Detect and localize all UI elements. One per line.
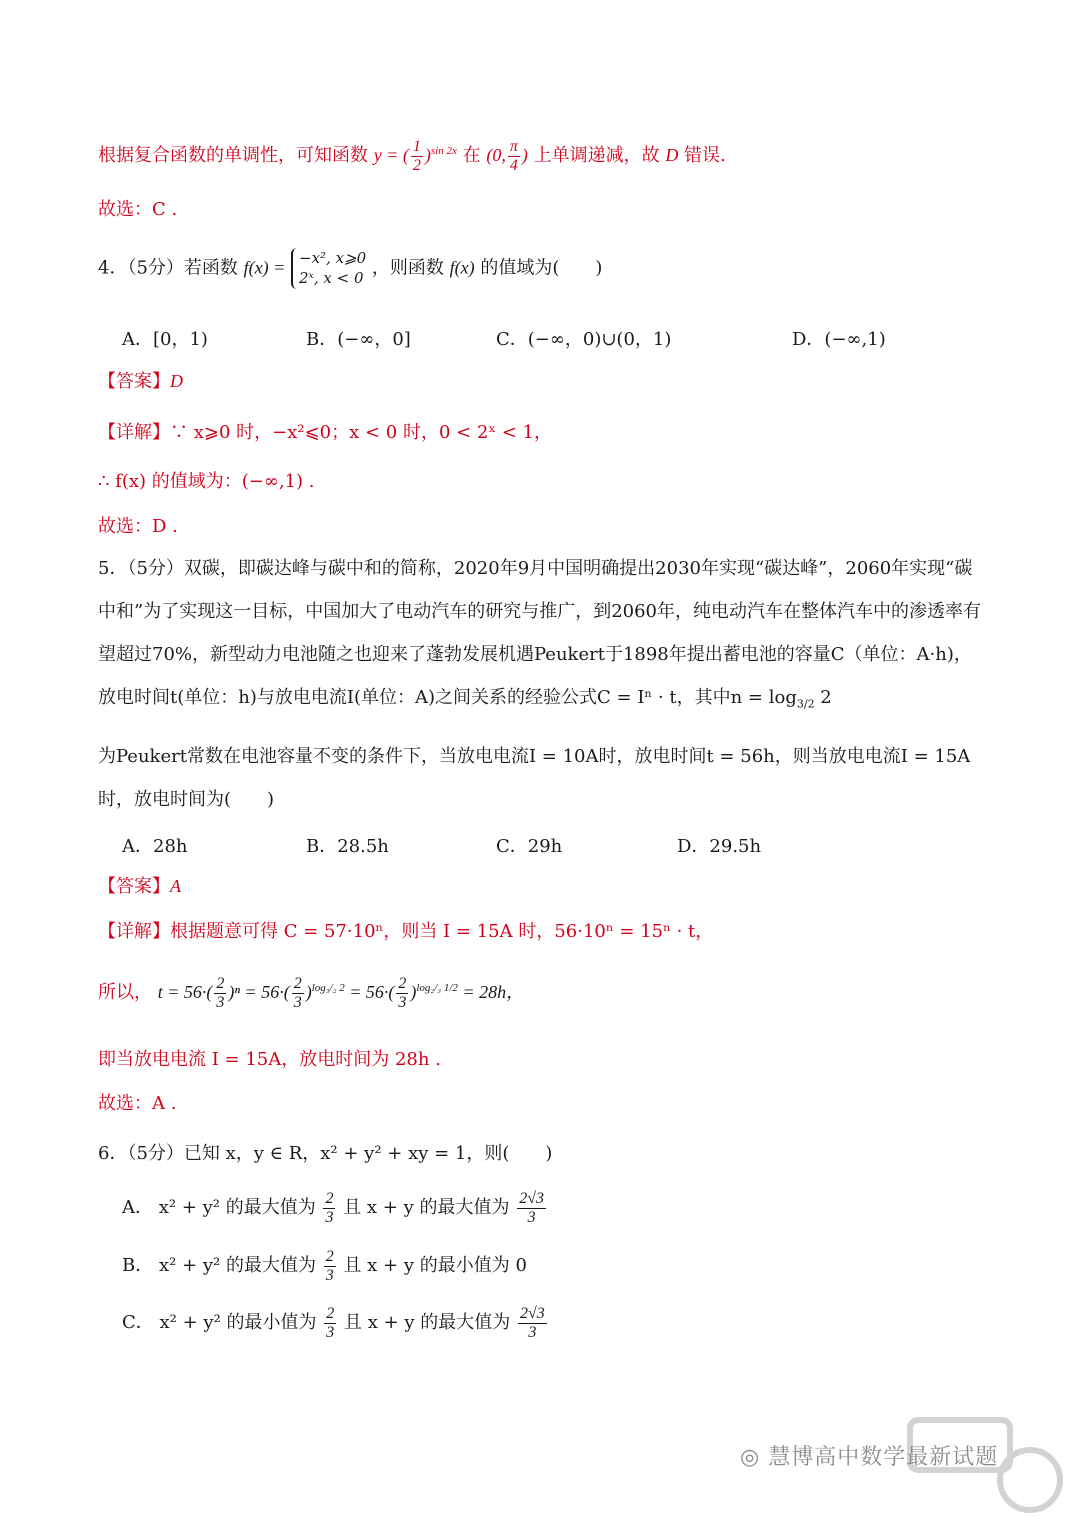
q3-half-frac [411, 138, 423, 174]
q3-text4: 错误. [684, 145, 726, 167]
option-text-b: 且 x + y 的最大值为 [343, 1312, 511, 1334]
frac-den: 3 [527, 1208, 536, 1226]
detail-lead: 所以， [98, 982, 152, 1004]
frac-den: 3 [325, 1266, 334, 1284]
q4-fx2: f(x) [449, 257, 475, 278]
frac-den: 3 [398, 993, 407, 1011]
q6-option-b [122, 1248, 527, 1284]
watermark-label: 慧博高中数学最新试题 [768, 1445, 999, 1470]
q3-choice: 故选：C . [98, 199, 178, 220]
q4-detail-2: ∴ f(x) 的值域为：(−∞,1) . [98, 471, 315, 492]
detail-tag: 【详解】 [98, 422, 170, 443]
q4-detail-1 [98, 419, 552, 446]
q3-pi-frac [508, 138, 520, 174]
option-label: B． [122, 1255, 154, 1277]
q5-detail-3: 即当放电电流 I = 15A，放电时间为 28h . [98, 1049, 441, 1070]
q4-stem [98, 248, 602, 289]
frac-den: 2 [412, 156, 421, 174]
calc-frac-1 [214, 975, 226, 1011]
option-frac-2 [518, 1305, 547, 1341]
q3-exp: sin 2x [430, 145, 457, 158]
answer-tag: 【答案】 [98, 876, 170, 897]
frac-num: 2√3 [520, 1305, 545, 1322]
q5-log-base: 3/2 [796, 697, 815, 711]
q5-option-a: A．28h [122, 836, 188, 857]
answer-tag: 【答案】 [98, 371, 170, 392]
q3-text1: 根据复合函数的单调性，可知函数 [98, 145, 368, 167]
answer-value: A [170, 876, 181, 896]
detail-text: ∵ x⩾0 时，−x²⩽0；x < 0 时，0 < 2ˣ < 1， [170, 422, 552, 443]
frac-num: 2 [326, 1305, 335, 1322]
q6-stem: 6．（5分）已知 x，y ∈ R，x² + y² + xy = 1，则( ) [98, 1143, 553, 1164]
q4-option-b: B．(−∞，0] [306, 329, 411, 350]
q4-option-a: A．[0，1) [122, 329, 208, 350]
q5-option-c: C．29h [496, 836, 563, 857]
calc-exp-1: log₃/₂ 2 [311, 982, 345, 995]
frac-num: 2 [398, 975, 407, 992]
option-text-b: 且 x + y 的最小值为 0 [343, 1255, 527, 1277]
detail-text: 根据题意可得 C = 57·10ⁿ，则当 I = 15A 时，56·10ⁿ = 15ⁿ · t， [170, 921, 714, 942]
frac-num: 2 [325, 1190, 334, 1207]
wechat-icon: ◎ [740, 1445, 761, 1470]
calc-frac-2 [292, 975, 304, 1011]
calc-e: ) [410, 982, 417, 1003]
option-frac [324, 1305, 336, 1341]
q3-text2: 在 [462, 145, 481, 167]
frac-num: 2√3 [519, 1190, 545, 1207]
q4-stem-1: 4．（5分）若函数 [98, 257, 238, 279]
q4-case2: 2ˣ, x < 0 [299, 269, 364, 288]
q4-fx: f(x) = [243, 257, 286, 278]
frac-num: π [509, 138, 518, 155]
frac-num: 2 [216, 975, 225, 992]
calc-b: )ⁿ = 56·( [228, 982, 290, 1003]
q6-option-c [122, 1305, 549, 1341]
answer-value: D [170, 371, 183, 391]
option-text-a: x² + y² 的最小值为 [159, 1312, 317, 1334]
calc-frac-3 [396, 975, 408, 1011]
q5-detail-1 [98, 918, 713, 945]
detail-tag: 【详解】 [98, 921, 170, 942]
q3-func: y = ( [373, 145, 409, 166]
q5-choice: 故选：A . [98, 1093, 177, 1114]
calc-d: = 56·( [344, 982, 395, 1003]
frac-den: 3 [528, 1323, 537, 1341]
q5-stem-2: 为Peukert常数在电池容量不变的条件下，当放电电流I = 10A时，放电时间t = 56h，则当放电电流I = 15A时，放电时间为( ) [98, 746, 971, 810]
frac-num: 1 [412, 138, 421, 155]
calc-exp-2: log₂/₃ 1/2 [416, 982, 458, 995]
q4-option-c: C．(−∞，0)∪(0，1) [496, 329, 672, 350]
option-frac [324, 1248, 336, 1284]
q5-log-arg: 2 [820, 687, 832, 708]
q4-piecewise [291, 248, 366, 289]
q5-option-d: D．29.5h [677, 836, 762, 857]
q5-stem-text: 5．（5分）双碳，即碳达峰与碳中和的简称，2020年9月中国明确提出2030年实现“碳达峰”，2060年实现“碳中和”为了实现这一目标，中国加大了电动汽车的研究与推广，到2060年，纯电动汽车在整体汽车中的渗透率有望超过70%，新型动力电池随之也迎来了蓬勃发展机遇Peukert于1898年提出蓄电池的容量C（单位：A·h)，放电时间t(单位：h)与放电电流I(单位：A)之间关系的经验公式C = Iⁿ · t，其中n = log [98, 558, 982, 708]
q4-case1: −x², x⩾0 [299, 249, 367, 267]
q3-text3: 上单调递减，故 [533, 145, 660, 167]
q4-stem-2: ，则函数 [371, 257, 444, 279]
q5-detail-2 [98, 975, 524, 1011]
frac-den: 3 [325, 1208, 334, 1226]
q4-option-d: D．(−∞,1) [792, 329, 886, 350]
option-text-a: x² + y² 的最大值为 [158, 1197, 316, 1219]
calc-c: ) [305, 982, 312, 1003]
q4-choice: 故选：D . [98, 516, 178, 537]
calc-a: t = 56·( [157, 982, 213, 1003]
q6-option-a [122, 1190, 548, 1226]
option-label: A． [122, 1197, 153, 1219]
frac-den: 3 [326, 1323, 335, 1341]
q4-stem-3: 的值域为( ) [480, 257, 603, 279]
option-frac-2 [517, 1190, 546, 1226]
frac-num: 2 [293, 975, 302, 992]
watermark-text [740, 1440, 998, 1471]
calc-f: = 28h， [457, 982, 525, 1003]
option-text-b: 且 x + y 的最大值为 [343, 1197, 510, 1219]
frac-den: 3 [293, 993, 302, 1011]
option-text-a: x² + y² 的最大值为 [158, 1255, 316, 1277]
q4-answer [98, 368, 183, 395]
q5-answer [98, 873, 181, 900]
frac-den: 4 [509, 156, 518, 174]
q5-option-b: B．28.5h [306, 836, 389, 857]
q5-stem [98, 547, 988, 712]
option-label: C． [122, 1312, 154, 1334]
q3-letter: D [665, 145, 679, 166]
frac-num: 2 [325, 1248, 334, 1265]
option-frac [323, 1190, 335, 1226]
q3-conclusion: 根据复合函数的单调性，可知函数 y = ( $\frac{1}{2}$ )$^{sin 2x}$ 在 (0, $\frac{\pi}{4}$ ) 上单调递减，故 D 错误. [98, 138, 726, 174]
frac-den: 3 [216, 993, 225, 1011]
